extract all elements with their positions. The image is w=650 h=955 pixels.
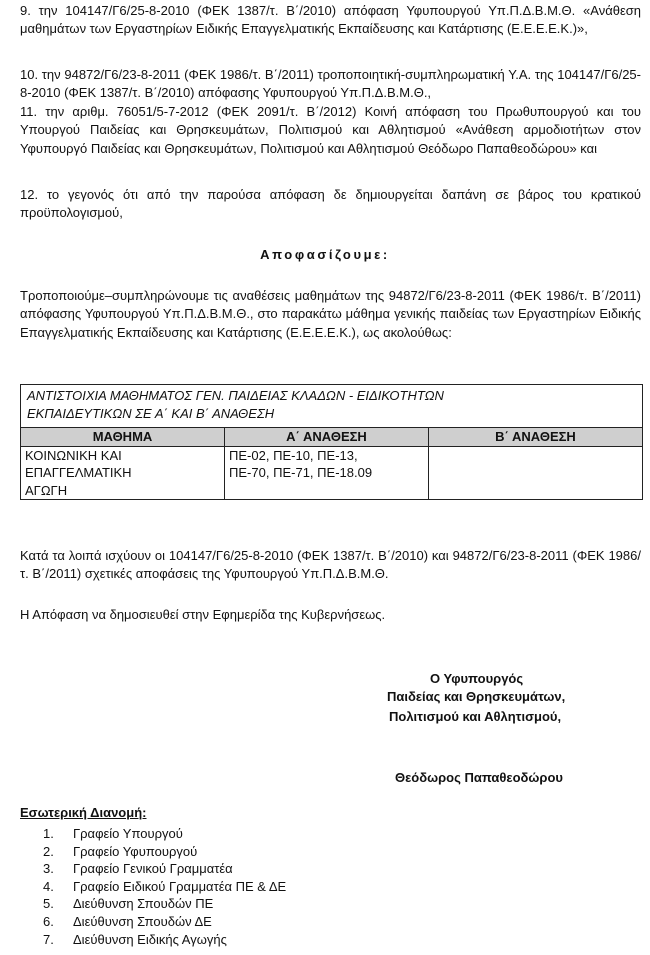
list-number: 2. xyxy=(43,843,54,859)
clause-9: 9. την 104147/Γ6/25-8-2010 (ΦΕΚ 1387/τ. Β΄/2010) απόφαση Υφυπουργού Υπ.Π.Δ.Β.Μ.Θ. «Ανάθεση μαθημάτων των Εργαστηρίων Ειδικής Επαγγελματικής Εκπαίδευσης και Κατάρτισης (Ε.Ε.Ε.Ε.Κ.)», xyxy=(20,3,641,37)
list-number: 7. xyxy=(43,931,54,947)
list-item xyxy=(20,860,286,878)
list-number: 4. xyxy=(43,878,54,894)
allocation-table xyxy=(20,384,643,500)
table-row xyxy=(21,446,643,500)
cell-a-line: ΠΕ-02, ΠΕ-10, ΠΕ-13, xyxy=(229,447,358,463)
clause-10: 10. την 94872/Γ6/23-8-2011 (ΦΕΚ 1986/τ. Β΄/2011) τροποποιητική-συμπληρωματική Υ.Α. της 104147/Γ6/25-8-2010 (ΦΕΚ 1387/τ. Β΄/2010) απόφασης Υφυπουργού Υπ.Π.Δ.Β.Μ.Θ., xyxy=(20,67,641,101)
list-text: Γραφείο Ειδικού Γραμματέα ΠΕ & ΔΕ xyxy=(73,878,287,894)
clause-11: 11. την αριθμ. 76051/5-7-2012 (ΦΕΚ 2091/τ. Β΄/2012) Κοινή απόφαση του Πρωθυπουργού και του Υπουργού Παιδείας και Θρησκευμάτων, Πολιτισμού και Αθλητισμού «Ανάθεση αρμοδιοτήτων στον Υφυπουργό Παιδείας και Θρησκευμάτων, Πολιτισμού και Αθλητισμού Θεόδωρο Παπαθεοδώρου» και xyxy=(20,104,641,156)
list-number: 3. xyxy=(43,861,54,877)
list-text: Γραφείο Υφυπουργού xyxy=(73,843,198,859)
decision-text: Τροποποιούμε–συμπληρώνουμε τις αναθέσεις μαθημάτων της 94872/Γ6/23-8-2011 (ΦΕΚ 1986/τ. Β΄/2011) απόφασης Υφυπουργού Υπ.Π.Δ.Β.Μ.Θ., στο παρακάτω μάθημα γενικής παιδείας των Εργαστηρίων Ειδικής Επαγγελματικής Εκπαίδευσης και Κατάρτισης (Ε.Ε.Ε.Ε.Κ.), ως ακολούθως: xyxy=(20,288,641,340)
list-number: 6. xyxy=(43,913,54,929)
table-caption xyxy=(21,385,643,428)
signature-line-2: Παιδείας και Θρησκευμάτων, xyxy=(387,689,566,704)
decision-heading: Αποφασίζουμε: xyxy=(260,247,390,262)
column-header-a-allocation: Α΄ ΑΝΑΘΕΣΗ xyxy=(225,428,429,447)
list-text: Διεύθυνση Σπουδών ΔΕ xyxy=(73,913,212,929)
signatory-name: Θεόδωρος Παπαθεοδώρου xyxy=(395,770,563,785)
list-text: Γραφείο Υπουργού xyxy=(73,826,183,841)
distribution-title: Εσωτερική Διανομή: xyxy=(20,805,147,820)
list-text: Διεύθυνση Σπουδών ΠΕ xyxy=(73,896,214,912)
signature-title: Ο Υφυπουργός xyxy=(430,671,524,686)
clause-12: 12. το γεγονός ότι από την παρούσα απόφαση δε δημιουργείται δαπάνη σε βάρος του κρατικού προϋπολογισμού, xyxy=(20,187,641,221)
table-caption-line-2: ΕΚΠΑΙΔΕΥΤΙΚΩΝ ΣΕ Α΄ ΚΑΙ Β΄ ΑΝΑΘΕΣΗ xyxy=(27,405,275,421)
cell-b-allocation xyxy=(429,446,643,500)
column-header-b-allocation: Β΄ ΑΝΑΘΕΣΗ xyxy=(429,428,643,447)
cell-subject-line: ΕΠΑΓΓΕΛΜΑΤΙΚΗ xyxy=(25,465,132,480)
cell-subject-line: ΑΓΩΓΗ xyxy=(25,482,68,498)
publish-text: Η Απόφαση να δημοσιευθεί στην Εφημερίδα της Κυβερνήσεως. xyxy=(20,607,386,622)
list-item xyxy=(20,931,286,949)
list-item xyxy=(20,825,286,843)
closing-text: Κατά τα λοιπά ισχύουν οι 104147/Γ6/25-8-2010 (ΦΕΚ 1387/τ. Β΄/2010) και 94872/Γ6/23-8-2011 (ΦΕΚ 1986/τ. Β΄/2011) σχετικές αποφάσεις της Υφυπουργού Υπ.Π.Δ.Β.Μ.Θ. xyxy=(20,548,641,582)
distribution-list xyxy=(20,825,286,948)
cell-a-allocation xyxy=(225,446,429,500)
list-number: 1. xyxy=(43,826,54,841)
list-item xyxy=(20,878,286,896)
list-item xyxy=(20,843,286,861)
list-item xyxy=(20,913,286,931)
list-text: Διεύθυνση Ειδικής Αγωγής xyxy=(73,931,227,947)
cell-subject-line: ΚΟΙΝΩΝΙΚΗ ΚΑΙ xyxy=(25,447,122,463)
column-header-subject: ΜΑΘΗΜΑ xyxy=(21,428,225,447)
list-number: 5. xyxy=(43,896,54,912)
cell-subject xyxy=(21,446,225,500)
list-item xyxy=(20,895,286,913)
signature-line-3: Πολιτισμού και Αθλητισμού, xyxy=(389,709,562,724)
list-text: Γραφείο Γενικού Γραμματέα xyxy=(73,861,233,877)
table-caption-line-1: ΑΝΤΙΣΤΟΙΧΙΑ ΜΑΘΗΜΑΤΟΣ ΓΕΝ. ΠΑΙΔΕΙΑΣ ΚΛΑΔΩΝ - ΕΙΔΙΚΟΤΗΤΩΝ xyxy=(27,388,444,403)
cell-a-line: ΠΕ-70, ΠΕ-71, ΠΕ-18.09 xyxy=(229,465,373,480)
